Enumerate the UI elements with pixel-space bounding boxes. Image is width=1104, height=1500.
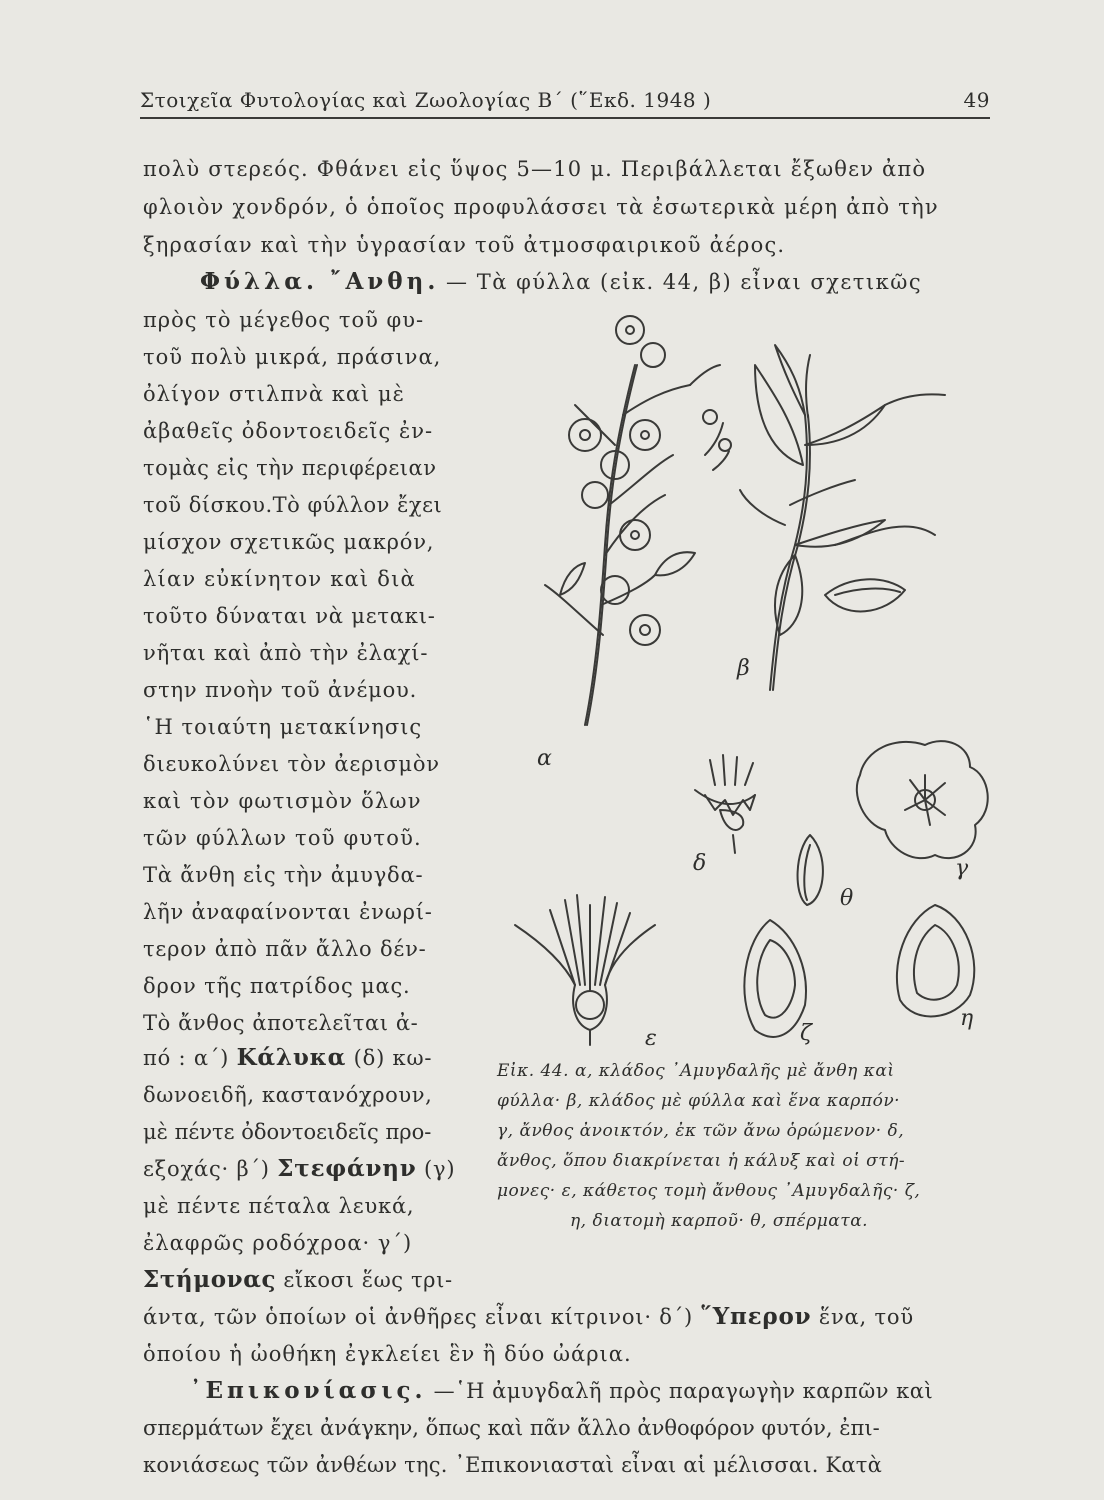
section-heading: ᾿Επικονίασις. bbox=[190, 1377, 427, 1404]
header-rule bbox=[140, 117, 990, 119]
column-line: τομὰς εἰς τὴν περιφέρειαν bbox=[143, 456, 437, 480]
figure-label-beta: β bbox=[737, 656, 750, 681]
figure-label-eta: η bbox=[960, 1006, 974, 1031]
column-text: (δ) κω- bbox=[353, 1046, 433, 1070]
figure-label-theta: θ bbox=[840, 886, 854, 911]
column-text: εξοχάς· β΄) bbox=[143, 1157, 270, 1181]
seed-drawing bbox=[798, 835, 823, 905]
running-header bbox=[140, 88, 990, 118]
term-stefani: Στεφάνην bbox=[277, 1155, 417, 1182]
figure-label-gamma: γ bbox=[955, 856, 969, 881]
column-line: μὲ πέντε ὀδοντοειδεῖς προ- bbox=[143, 1120, 432, 1144]
column-line: λῆν ἀναφαίνονται ἐνωρί- bbox=[143, 900, 433, 924]
column-line bbox=[143, 1044, 432, 1072]
figure-caption-line: η, διατομὴ καρποῦ· θ, σπέρματα. bbox=[570, 1211, 869, 1231]
column-line: διευκολύνει τὸν ἀερισμὸν bbox=[143, 752, 440, 776]
figure-caption-line: Εἰκ. 44. α, κλάδος ᾿Αμυγδαλῆς μὲ ἄνθη καὶ bbox=[497, 1061, 895, 1081]
column-line: μίσχον σχετικῶς μακρόν, bbox=[143, 530, 435, 554]
figure-label-zeta: ζ bbox=[800, 1021, 812, 1046]
column-line: πρὸς τὸ μέγεθος τοῦ φυ- bbox=[143, 308, 425, 332]
header-title: Στοιχεῖα Φυτολογίας καὶ Ζωολογίας Β΄ (῞Εκδ. 1948 ) bbox=[140, 88, 712, 112]
column-line: τοῦτο δύναται νὰ μετακι- bbox=[143, 604, 436, 628]
column-line: τῶν φύλλων τοῦ φυτοῦ. bbox=[143, 826, 422, 850]
term-yperon: ῞Υπερον bbox=[700, 1303, 812, 1330]
column-line: λίαν εὐκίνητον καὶ διὰ bbox=[143, 567, 416, 591]
term-stimones: Στήμονας bbox=[143, 1266, 277, 1293]
page-number: 49 bbox=[963, 88, 990, 112]
column-line: τοῦ πολὺ μικρά, πράσινα, bbox=[143, 345, 442, 369]
text-line: κονιάσεως τῶν ἀνθέων της. ᾿Επικονιασταὶ εἶναι αἱ μέλισσαι. Κατὰ bbox=[143, 1453, 882, 1477]
column-line bbox=[143, 1155, 455, 1183]
heading-line-text: — Τὰ φύλλα (εἰκ. 44, β) εἶναι σχετικῶς bbox=[446, 270, 923, 294]
figure-label-delta: δ bbox=[693, 851, 707, 876]
fruit-cross-section-drawing bbox=[897, 905, 974, 1016]
column-line bbox=[143, 1266, 453, 1294]
text-line: πολὺ στερεός. Φθάνει εἰς ὕψος 5—10 μ. Περιβάλλεται ἔξωθεν ἀπὸ bbox=[143, 157, 927, 181]
flower-side-drawing bbox=[695, 755, 755, 853]
column-line: τερον ἀπὸ πᾶν ἄλλο δέν- bbox=[143, 937, 427, 961]
section-heading-line bbox=[200, 268, 922, 296]
flowering-branch-drawing bbox=[545, 365, 729, 725]
figure-caption-line: φύλλα· β, κλάδος μὲ φύλλα καὶ ἕνα καρπόν· bbox=[497, 1091, 901, 1111]
column-line: Τὸ ἄνθος ἀποτελεῖται ἀ- bbox=[143, 1011, 419, 1035]
column-line: μὲ πέντε πέταλα λευκά, bbox=[143, 1194, 415, 1218]
text-line bbox=[143, 1303, 914, 1331]
column-line: ὀλίγον στιλπνὰ καὶ μὲ bbox=[143, 382, 405, 406]
column-text: πό : α΄) bbox=[143, 1046, 230, 1070]
section-heading-line bbox=[190, 1377, 933, 1405]
column-text: εἴκοσι ἕως τρι- bbox=[283, 1268, 453, 1292]
column-text: (γ) bbox=[424, 1157, 456, 1181]
term-kalyx: Κάλυκα bbox=[236, 1044, 347, 1071]
flower-section-drawing bbox=[515, 895, 655, 1045]
column-line: δρον τῆς πατρίδος μας. bbox=[143, 974, 411, 998]
figure-44-illustration bbox=[505, 305, 1000, 1050]
column-line: νῆται καὶ ἀπὸ τὴν ἐλαχί- bbox=[143, 641, 429, 665]
text-line: ὁποίου ἡ ὠοθήκη ἐγκλείει ἓν ἢ δύο ὠάρια. bbox=[143, 1342, 632, 1366]
figure-caption-line: ἄνθος, ὅπου διακρίνεται ἡ κάλυξ καὶ οἱ στή- bbox=[497, 1151, 906, 1171]
section-heading: Φύλλα. ῎Ανθη. bbox=[200, 268, 440, 295]
column-line: δωνοειδῆ, καστανόχρουν, bbox=[143, 1083, 433, 1107]
leafy-branch-drawing bbox=[740, 345, 945, 690]
body-text: άντα, τῶν ὁποίων οἱ ἀνθῆρες εἶναι κίτρινοι· δ΄) bbox=[143, 1305, 694, 1329]
column-line: καὶ τὸν φωτισμὸν ὅλων bbox=[143, 789, 422, 813]
column-line: στην πνοὴν τοῦ ἀνέμου. bbox=[143, 678, 418, 702]
column-line: ῾Η τοιαύτη μετακίνησις bbox=[143, 715, 423, 739]
figure-label-epsilon: ε bbox=[645, 1026, 657, 1050]
blossom-cluster bbox=[569, 316, 731, 645]
body-text: ἕνα, τοῦ bbox=[818, 1305, 914, 1329]
figure-label-alpha: α bbox=[537, 746, 552, 771]
column-line: τοῦ δίσκου.Τὸ φύλλον ἔχει bbox=[143, 493, 443, 517]
figure-caption-line: μονες· ε, κάθετος τομὴ ἄνθους ᾿Αμυγδαλῆς· ζ, bbox=[497, 1181, 921, 1201]
body-text: —῾Η ἀμυγδαλῆ πρὸς παραγωγὴν καρπῶν καὶ bbox=[433, 1379, 934, 1403]
text-line: σπερμάτων ἔχει ἀνάγκην, ὅπως καὶ πᾶν ἄλλο ἀνθοφόρον φυτόν, ἐπι- bbox=[143, 1416, 880, 1440]
open-flower-drawing bbox=[857, 741, 988, 858]
text-line: φλοιὸν χονδρόν, ὁ ὁποῖος προφυλάσσει τὰ ἐσωτερικὰ μέρη ἀπὸ τὴν bbox=[143, 195, 939, 219]
column-line: ἀβαθεῖς ὀδοντοειδεῖς ἐν- bbox=[143, 419, 434, 443]
text-line: ξηρασίαν καὶ τὴν ὑγρασίαν τοῦ ἀτμοσφαιρικοῦ ἀέρος. bbox=[143, 233, 786, 257]
figure-caption-line: γ, ἄνθος ἀνοικτόν, ἐκ τῶν ἄνω ὁρώμενον· δ, bbox=[497, 1121, 905, 1141]
column-line: ἐλαφρῶς ροδόχροα· γ΄) bbox=[143, 1231, 413, 1255]
fruit-section-drawing bbox=[744, 920, 806, 1037]
column-line: Τὰ ἄνθη εἰς τὴν ἀμυγδα- bbox=[143, 863, 424, 887]
